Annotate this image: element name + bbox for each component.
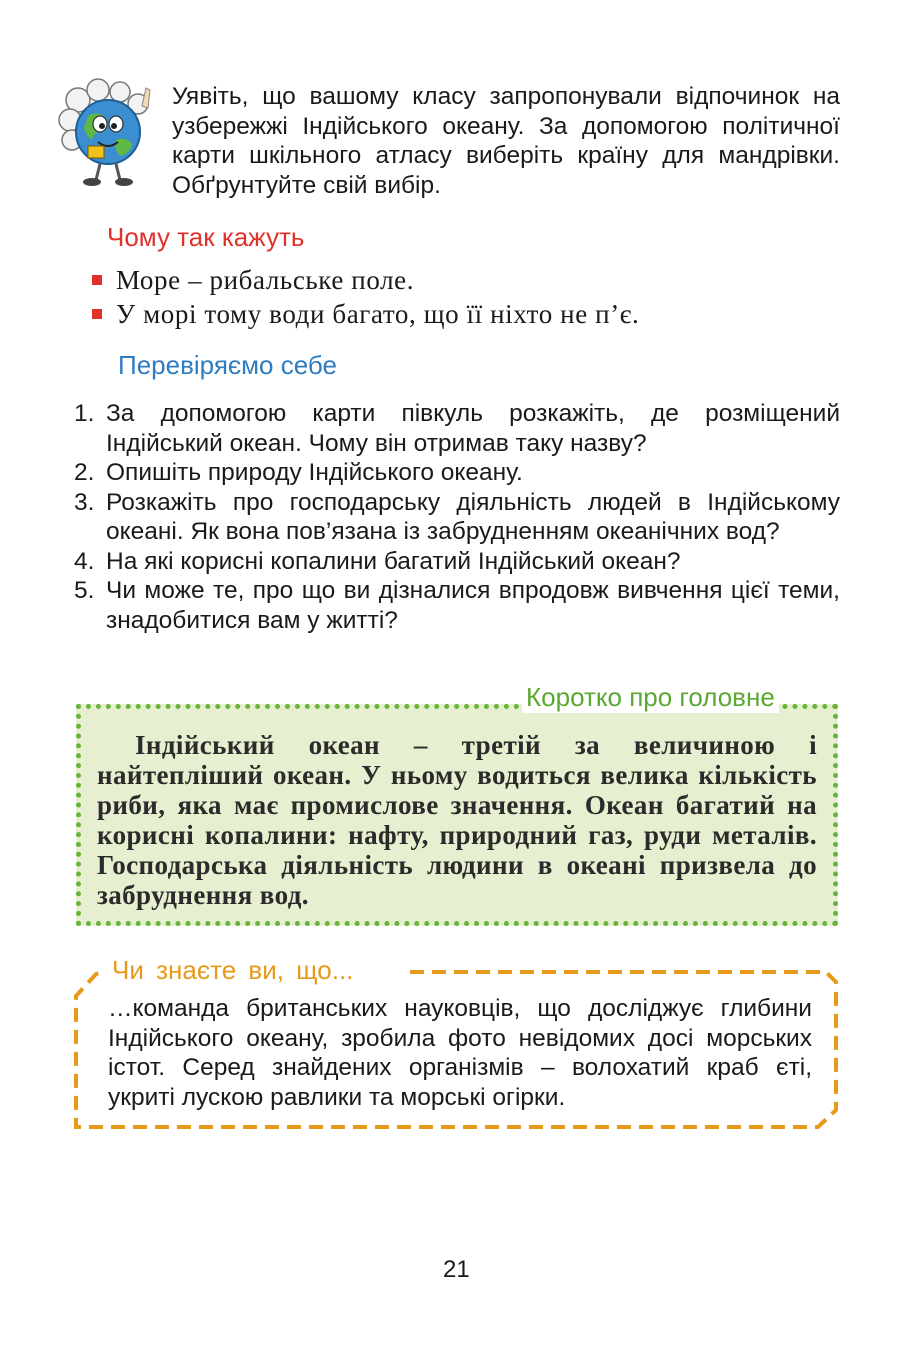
question-text: За допомогою карти півкуль розкажіть, де розміщений Індійський океан. Чому він отримав таку назву? bbox=[106, 400, 840, 457]
did-you-know-heading: Чи знаєте ви, що... bbox=[112, 955, 354, 985]
question-number: 4. bbox=[74, 547, 95, 575]
question-number: 2. bbox=[74, 459, 95, 486]
proverb-text: Море – рибальське поле. bbox=[116, 265, 415, 295]
question-text: Розкажіть про господарську діяльність людей в Індійському океані. Як вона пов’язана із забрудненням океанічних вод? bbox=[106, 488, 840, 545]
question-text: Опишіть природу Індійського океану. bbox=[106, 459, 523, 486]
summary-text: Індійський океан – третій за величиною і найтепліший океан. У ньому водиться велика кількість риби, яка має промислове значення. Океан багатий на корисні копалини: нафту, природний газ, руди металів. Господарська діяльність людини в океані призвела до забруднення вод. bbox=[97, 730, 817, 910]
question-text: Чи може те, про що ви дізналися впродовж вивчення цієї теми, знадобитися вам у житті? bbox=[106, 577, 840, 634]
question-number: 3. bbox=[74, 488, 95, 516]
question-number: 1. bbox=[74, 400, 95, 427]
proverbs-heading: Чому так кажуть bbox=[107, 222, 305, 252]
question-number: 5. bbox=[74, 577, 95, 604]
proverb-text: У морі тому води багато, що її ніхто не п’є. bbox=[116, 299, 640, 329]
intro-text: Уявіть, що вашому класу запропонували відпочинок на узбережжі Індійського океану. За допомогою політичної карти шкільного атласу виберіть країну для мандрівки. Обґрунтуйте свій вибір. bbox=[172, 83, 840, 199]
question-text: На які корисні копалини багатий Індійський океан? bbox=[106, 547, 681, 575]
page-number: 21 bbox=[443, 1256, 470, 1283]
self-check-heading: Перевіряємо себе bbox=[118, 350, 337, 380]
summary-heading: Коротко про головне bbox=[522, 682, 779, 713]
did-you-know-text: …команда британських науковців, що досліджує глибини Індійського океану, зробила фото невідомих досі морських істот. Серед знайдених організмів – волохатий краб єті, укриті лускою равлики та морські огірки. bbox=[108, 995, 812, 1111]
